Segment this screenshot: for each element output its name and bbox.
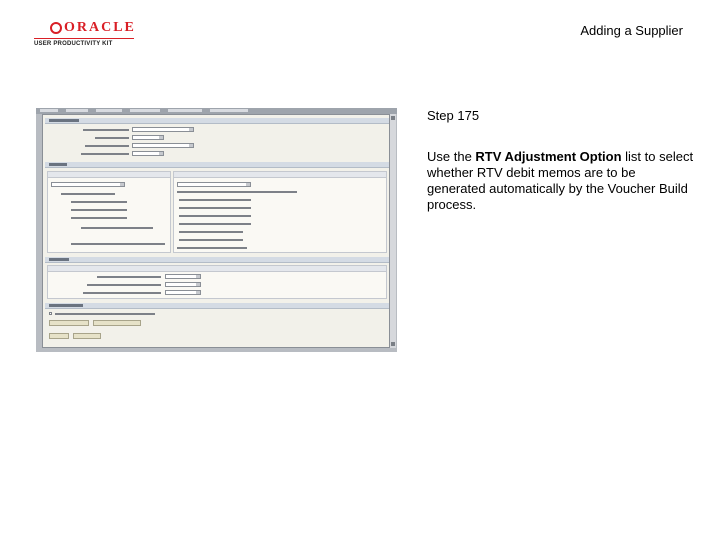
field-label <box>71 217 127 219</box>
field-label <box>83 129 129 131</box>
field-select <box>132 151 164 156</box>
rtv-options-header <box>45 257 389 263</box>
rtv-debit-option-select <box>165 274 201 279</box>
application-screenshot <box>36 108 397 352</box>
procurement-options-header <box>45 118 389 124</box>
field-select <box>177 182 251 187</box>
field-select <box>132 143 194 148</box>
field-select <box>165 290 201 295</box>
field-label <box>83 292 161 294</box>
field-label <box>177 191 297 193</box>
field-label <box>179 239 243 241</box>
step-instruction <box>427 149 697 213</box>
instruction-suffix: list to select whether RTV debit memos are to be generated automatically by the Voucher Build process. <box>427 149 694 212</box>
screenshot-frame <box>42 114 390 348</box>
checkbox <box>49 312 52 315</box>
rtv-adjustment-option-label <box>87 284 161 286</box>
field-label <box>179 215 251 217</box>
field-select <box>51 182 125 187</box>
field-label <box>85 145 129 147</box>
field-label <box>71 201 127 203</box>
field-label <box>71 243 165 245</box>
field-label <box>81 153 129 155</box>
field-label <box>179 223 251 225</box>
cancel-button <box>73 333 101 339</box>
oracle-brand-text: ORACLE <box>64 20 136 35</box>
field-label <box>97 276 161 278</box>
field-label <box>61 193 115 195</box>
instruction-field-name: RTV Adjustment Option <box>475 149 622 164</box>
link-button <box>93 320 141 326</box>
field-select <box>132 135 164 140</box>
field-label <box>95 137 129 139</box>
rma-settings-header <box>45 162 389 168</box>
procurement-card-header <box>45 303 389 309</box>
logo-rule <box>34 38 134 39</box>
field-label <box>179 231 243 233</box>
field-label <box>179 199 251 201</box>
oracle-wordmark <box>50 20 134 36</box>
field-label <box>81 227 153 229</box>
field-label <box>55 313 155 315</box>
product-name: USER PRODUCTIVITY KIT <box>34 41 113 47</box>
rtv-adjustment-option-select <box>165 282 201 287</box>
field-label <box>71 209 127 211</box>
screenshot-scrollbar <box>390 114 396 348</box>
step-number: Step 175 <box>427 108 480 123</box>
instruction-prefix: Use the <box>427 149 476 164</box>
field-label <box>177 247 247 249</box>
page-title: Adding a Supplier <box>580 23 683 38</box>
ok-button <box>49 333 69 339</box>
field-label <box>179 207 251 209</box>
link-button <box>49 320 89 326</box>
oracle-o-mark <box>50 22 62 34</box>
field-select <box>132 127 194 132</box>
